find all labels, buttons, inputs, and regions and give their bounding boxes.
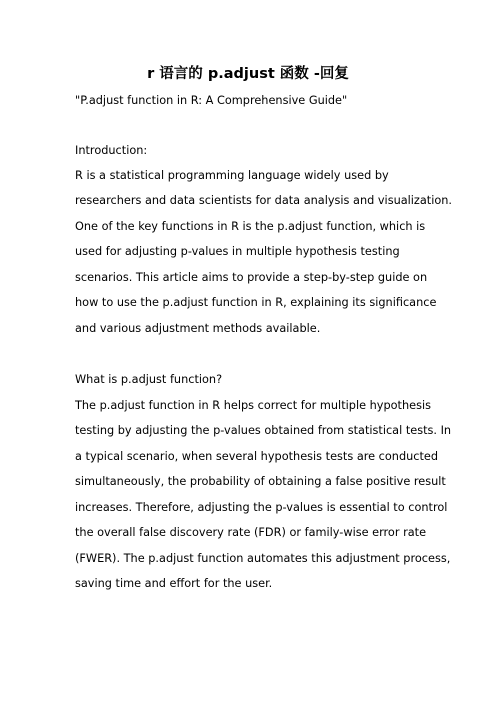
- introduction-line: One of the key functions in R is the p.adjust function, which is: [75, 220, 426, 233]
- introduction-line: researchers and data scientists for data analysis and visualization.: [75, 194, 453, 207]
- section-line: simultaneously, the probability of obtaining a false positive result: [75, 475, 446, 488]
- section-line: The p.adjust function in R helps correct for multiple hypothesis: [75, 399, 431, 412]
- introduction-line: used for adjusting p-values in multiple hypothesis testing: [75, 245, 400, 258]
- section-line: increases. Therefore, adjusting the p-values is essential to control: [75, 501, 448, 514]
- section-line: saving time and effort for the user.: [75, 577, 273, 590]
- section-line: testing by adjusting the p-values obtained from statistical tests. In: [75, 424, 452, 437]
- document-title: r 语言的 p.adjust 函数 -回复: [147, 66, 349, 82]
- section-line: (FWER). The p.adjust function automates this adjustment process,: [75, 552, 451, 565]
- introduction-heading: Introduction:: [75, 144, 148, 157]
- section-line: a typical scenario, when several hypothesis tests are conducted: [75, 450, 439, 463]
- introduction-line: R is a statistical programming language widely used by: [75, 169, 389, 182]
- introduction-line: scenarios. This article aims to provide a step-by-step guide on: [75, 271, 428, 284]
- section-heading: What is p.adjust function?: [75, 373, 223, 386]
- introduction-line: how to use the p.adjust function in R, explaining its significance: [75, 296, 437, 309]
- introduction-line: and various adjustment methods available.: [75, 322, 321, 335]
- section-line: the overall false discovery rate (FDR) or family-wise error rate: [75, 526, 427, 539]
- document-subtitle: "P.adjust function in R: A Comprehensive Guide": [75, 94, 348, 107]
